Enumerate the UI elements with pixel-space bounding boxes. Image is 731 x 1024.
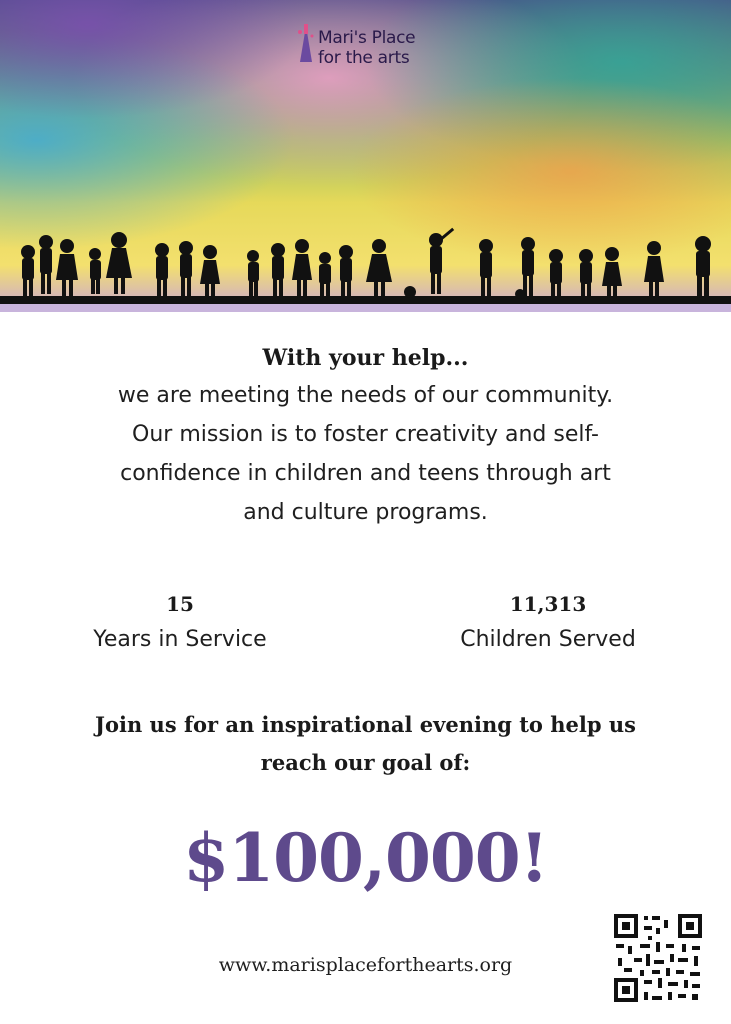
stat-children-served [408, 590, 688, 662]
paintbrush-logo-icon [296, 22, 316, 68]
stat-label: Years in Service [93, 627, 267, 652]
intro-section [40, 340, 691, 532]
stat-years-in-service [40, 590, 320, 662]
hero-banner [0, 0, 731, 312]
intro-line: Our mission is to foster creativity and self- [132, 422, 599, 447]
cta-line: reach our goal of: [260, 750, 471, 775]
intro-body [40, 376, 691, 532]
logo-text-line2: for the arts [318, 48, 410, 68]
logo-text-line1: Mari's Place [318, 28, 416, 48]
qr-code-icon[interactable] [612, 912, 704, 1004]
fundraising-goal: $100,000! [183, 819, 548, 897]
stat-label: Children Served [460, 627, 636, 652]
website-link[interactable]: www.marisplaceforthearts.org [218, 954, 513, 976]
logo [296, 20, 446, 72]
call-to-action [30, 706, 701, 782]
stat-value: 15 [166, 592, 194, 616]
intro-line: we are meeting the needs of our community. [117, 383, 614, 408]
intro-line: and culture programs. [243, 500, 488, 525]
cta-line: Join us for an inspirational evening to help us [95, 712, 636, 737]
stat-value: 11,313 [509, 592, 587, 616]
intro-line: confidence in children and teens through art [120, 461, 611, 486]
intro-heading: With your help... [262, 345, 469, 371]
